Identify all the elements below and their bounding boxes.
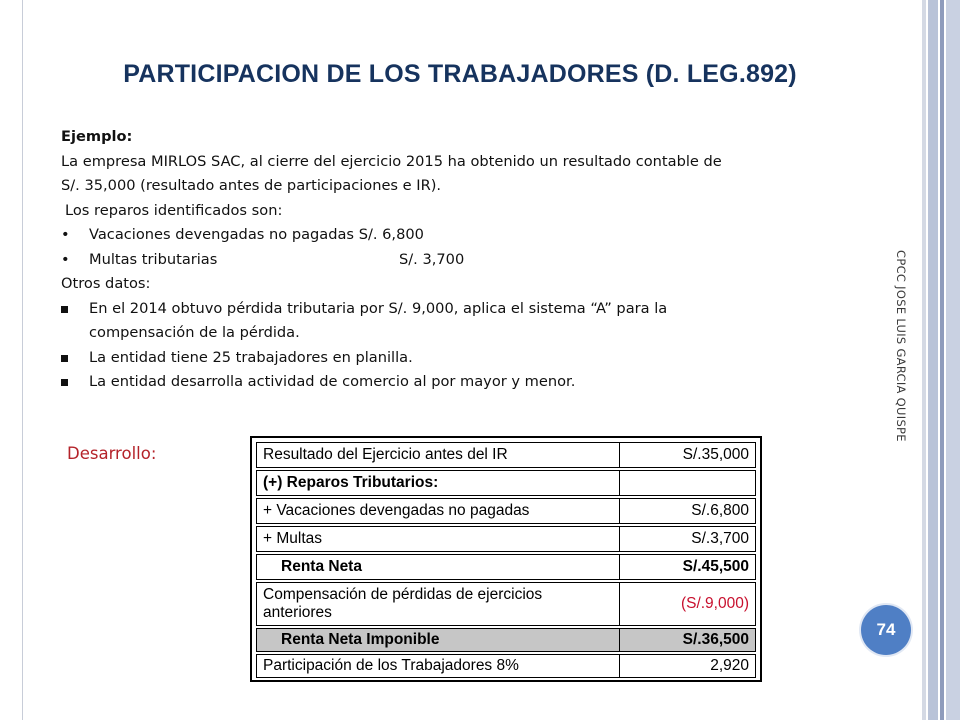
square-bullet-icon: [61, 379, 68, 386]
right-decor-stripe: [940, 0, 944, 720]
paragraph-line: La empresa MIRLOS SAC, al cierre del ejercicio 2015 ha obtenido un resultado contable de: [61, 152, 722, 170]
row-label: + Multas: [257, 527, 620, 551]
calculation-table: [250, 436, 762, 682]
row-label: [257, 583, 620, 625]
row-value: [620, 471, 755, 495]
table-row-highlight: [256, 628, 756, 652]
otros-item: [61, 346, 851, 371]
table-row: [256, 442, 756, 468]
otros-line: La entidad desarrolla actividad de comercio al por mayor y menor.: [89, 373, 576, 390]
row-label: (+) Reparos Tributarios:: [257, 471, 620, 495]
reparo-label: Multas tributarias: [89, 250, 218, 268]
author-side-label: CPCC JOSE LUIS GARCIA QUISPE: [894, 250, 908, 442]
row-value: S/.36,500: [682, 631, 749, 648]
otros-line: compensación de la pérdida.: [89, 324, 300, 341]
row-label: + Vacaciones devengadas no pagadas: [257, 499, 620, 523]
reparo-value: S/. 6,800: [358, 226, 424, 243]
desarrollo-label: Desarrollo:: [67, 444, 157, 463]
row-label-line: anteriores: [263, 604, 332, 621]
table-row: [256, 526, 756, 552]
bullet-dot-icon: •: [61, 250, 70, 268]
square-bullet-icon: [61, 306, 68, 313]
otros-line: En el 2014 obtuvo pérdida tributaria por S/. 9,000, aplica el sistema “A” para la: [89, 299, 668, 317]
row-value: S/.35,000: [682, 446, 749, 463]
row-label: Renta Neta Imponible: [257, 629, 620, 651]
page-number-badge: 74: [861, 605, 911, 655]
row-value: (S/.9,000): [680, 595, 749, 612]
reparos-intro: Los reparos identificados son:: [65, 201, 283, 219]
paragraph-line: S/. 35,000 (resultado antes de participaciones e IR).: [61, 177, 442, 194]
reparo-item: [61, 248, 851, 273]
row-value: 2,920: [710, 657, 749, 674]
otros-line: La entidad tiene 25 trabajadores en planilla.: [89, 348, 413, 366]
row-label-line: Compensación de pérdidas de ejercicios: [263, 586, 543, 603]
table-row: [256, 582, 756, 626]
square-bullet-icon: [61, 355, 68, 362]
ejemplo-label: Ejemplo:: [61, 128, 133, 145]
otros-item: [61, 370, 851, 395]
slide-title: PARTICIPACION DE LOS TRABAJADORES (D. LEG.892): [123, 60, 797, 88]
right-decor-stripe: [922, 0, 926, 720]
reparo-label: Vacaciones devengadas no pagadas: [89, 226, 355, 243]
table-row: [256, 498, 756, 524]
row-value: S/.45,500: [682, 558, 749, 575]
reparo-item: [61, 223, 851, 248]
row-label: Resultado del Ejercicio antes del IR: [257, 443, 620, 467]
row-label: Participación de los Trabajadores 8%: [257, 655, 620, 677]
row-value: S/.6,800: [691, 502, 749, 519]
right-decor-stripe: [946, 0, 960, 720]
right-decor-stripe: [928, 0, 938, 720]
row-value: S/.3,700: [691, 530, 749, 547]
otros-item: [61, 297, 851, 346]
left-border-rule: [22, 0, 23, 720]
example-body: [61, 125, 851, 395]
table-row: [256, 470, 756, 496]
reparo-value: S/. 3,700: [399, 250, 465, 268]
table-row: [256, 554, 756, 580]
bullet-dot-icon: •: [61, 226, 70, 243]
row-label: Renta Neta: [257, 555, 620, 579]
otros-label: Otros datos:: [61, 275, 151, 292]
table-row: [256, 654, 756, 678]
